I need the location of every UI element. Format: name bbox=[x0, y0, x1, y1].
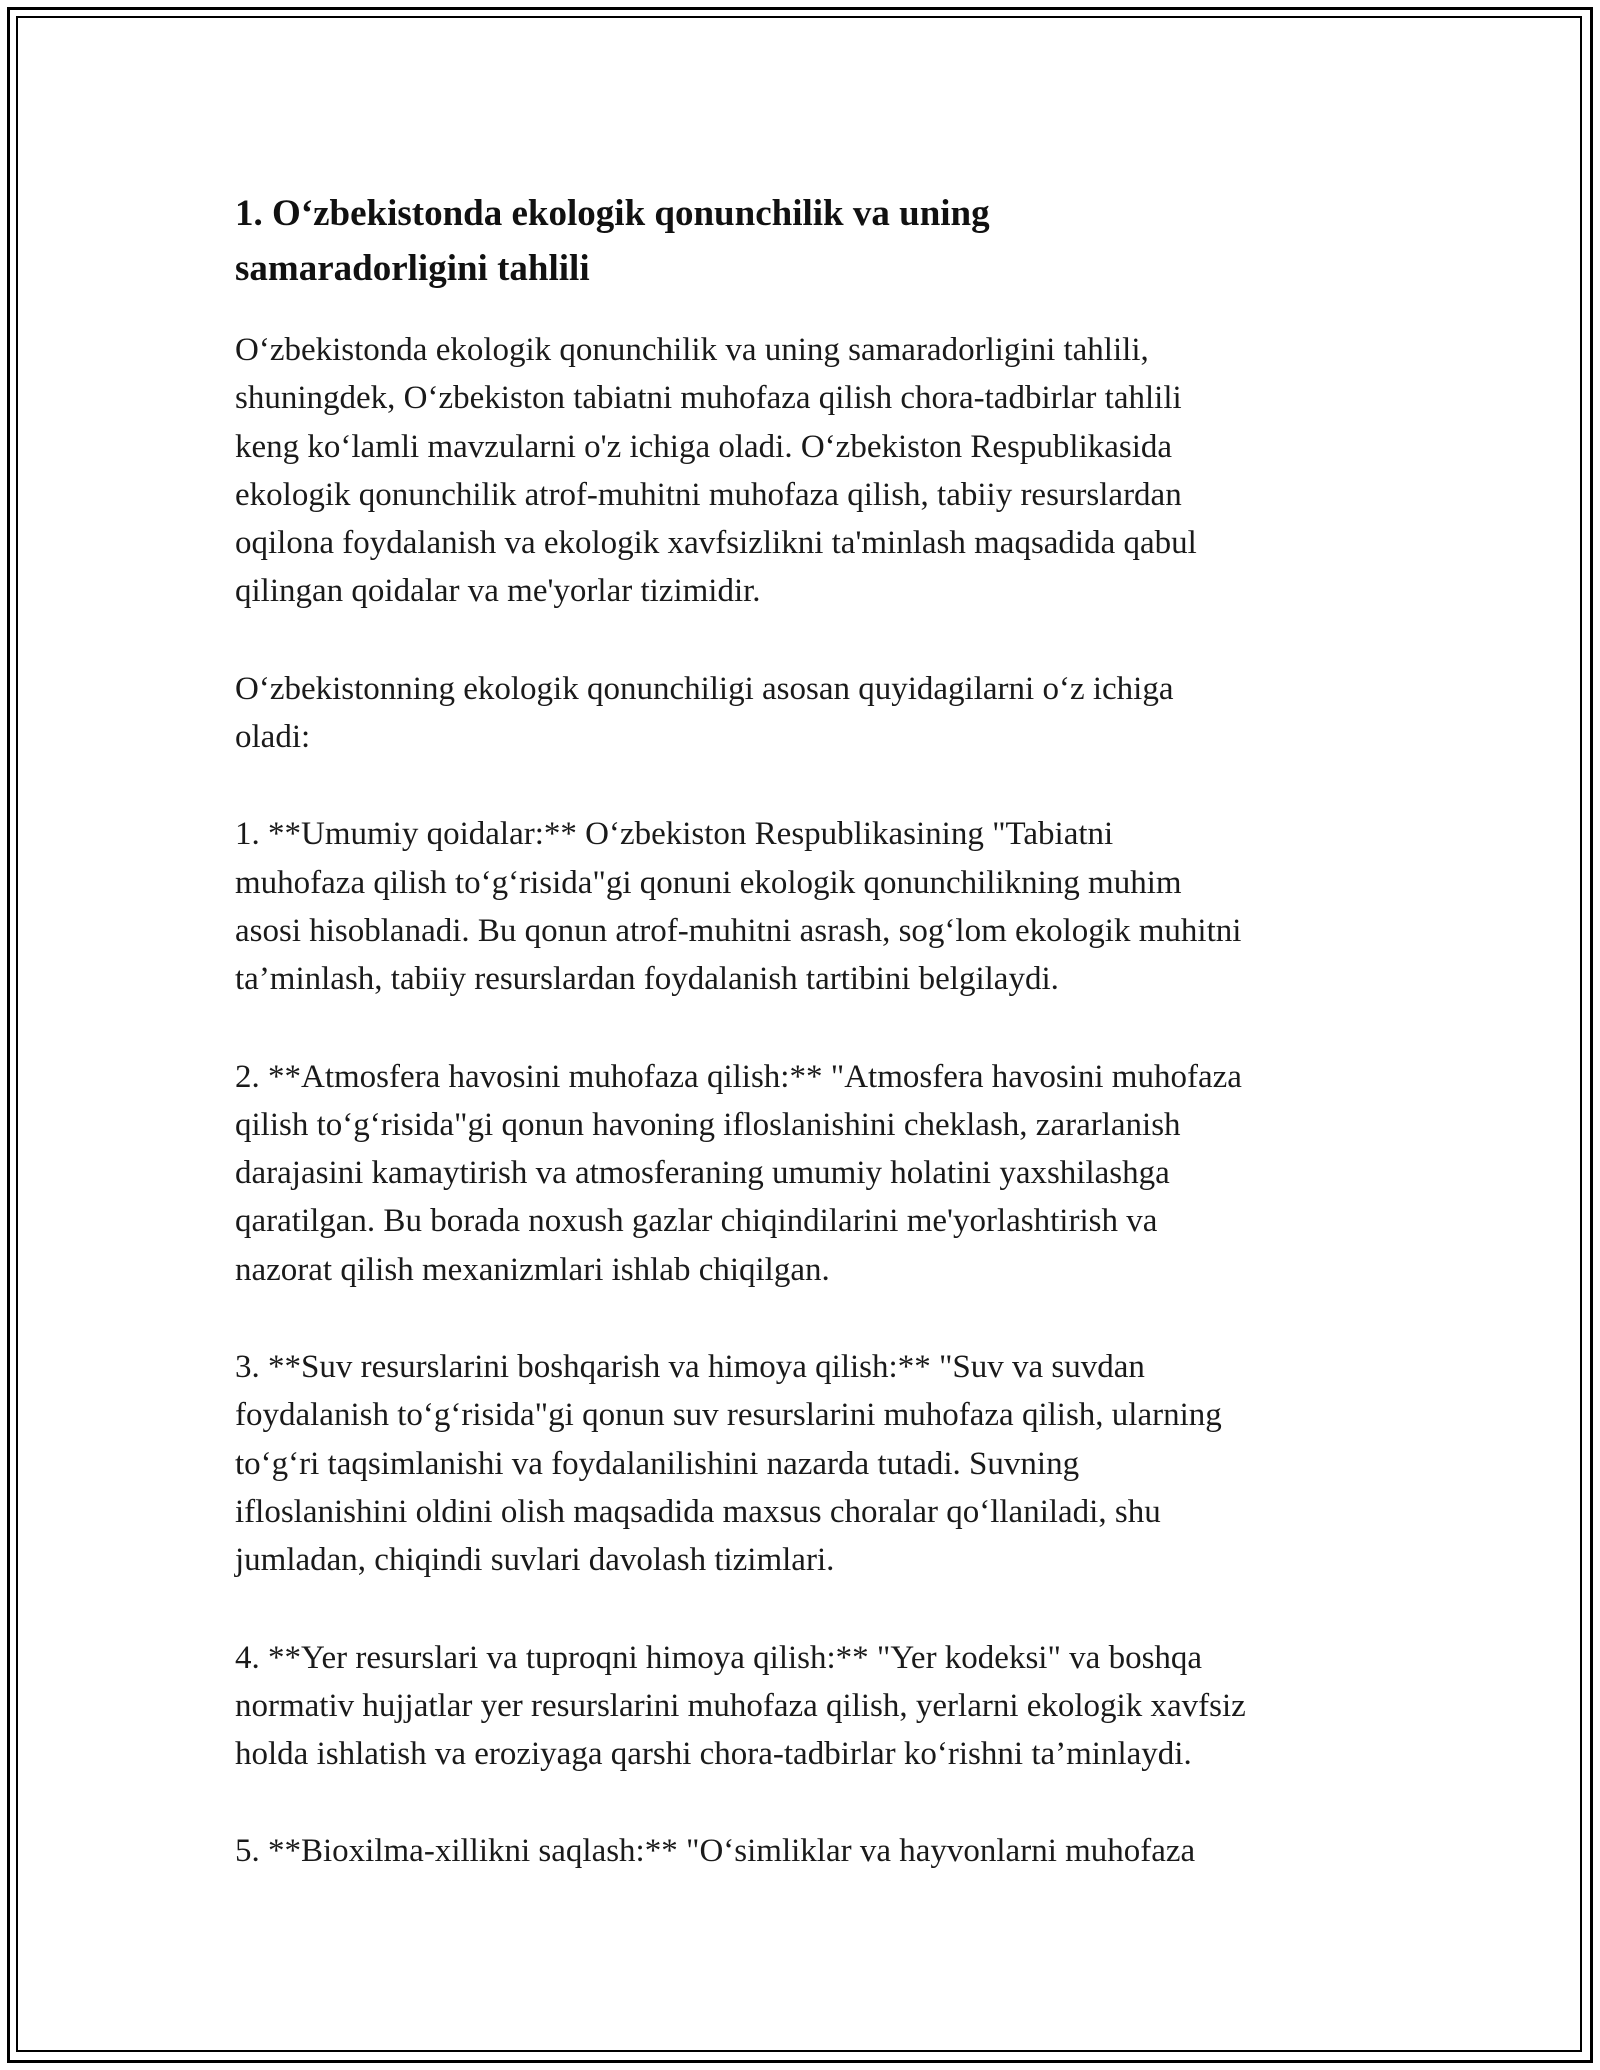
document-page bbox=[235, 186, 1385, 1925]
list-item-land-resources: 4. **Yer resurslari va tuproqni himoya qilish:** "Yer kodeksi" va boshqa normativ hujjatlar yer resurslarini muhofaza qilish, yerlarni ekologik xavfsiz holda ishlatish va eroziyaga qarshi chora-tadbirlar ko‘rishni ta’minlaydi. bbox=[235, 1639, 1246, 1773]
paragraph-intro: O‘zbekistonda ekologik qonunchilik va uning samaradorligini tahlili, shuningdek, O‘zbekiston tabiatni muhofaza qilish chora-tadbirlar tahlili keng ko‘lamli mavzularni o'z ichiga oladi. O‘zbekiston Respublikasida ekologik qonunchilik atrof-muhitni muhofaza qilish, tabiiy resurslardan oqilona foydalanish va ekologik xavfsizlikni ta'minlash maqsadida qabul qilingan qoidalar va me'yorlar tizimidir. bbox=[235, 332, 1197, 610]
list-item-air-protection: 2. **Atmosfera havosini muhofaza qilish:** "Atmosfera havosini muhofaza qilish to‘g‘risida"gi qonun havoning ifloslanishini cheklash, zararlanish darajasini kamaytirish va atmosferaning umumiy holatini yaxshilashga qaratilgan. Bu borada noxush gazlar chiqindilarini me'yorlashtirish va nazorat qilish mexanizmlari ishlab chiqilgan. bbox=[235, 1058, 1242, 1288]
paragraph-list-lead: O‘zbekistonning ekologik qonunchiligi asosan quyidagilarni o‘z ichiga oladi: bbox=[235, 670, 1174, 756]
document-title: 1. O‘zbekistonda ekologik qonunchilik va uning samaradorligini tahlili bbox=[235, 193, 990, 289]
list-item-biodiversity: 5. **Bioxilma-xillikni saqlash:** "O‘simliklar va hayvonlarni muhofaza bbox=[235, 1833, 1196, 1870]
list-item-general-rules: 1. **Umumiy qoidalar:** O‘zbekiston Respublikasining "Tabiatni muhofaza qilish to‘g‘risida"gi qonuni ekologik qonunchilikning muhim asosi hisoblanadi. Bu qonun atrof-muhitni asrash, sog‘lom ekologik muhitni ta’minlash, tabiiy resurslardan foydalanish tartibini belgilaydi. bbox=[235, 816, 1242, 998]
list-item-water-resources: 3. **Suv resurslarini boshqarish va himoya qilish:** "Suv va suvdan foydalanish to‘g‘risida"gi qonun suv resurslarini muhofaza qilish, ularning to‘g‘ri taqsimlanishi va foydalanilishini nazarda tutadi. Suvning ifloslanishini oldini olish maqsadida maxsus choralar qo‘llaniladi, shu jumladan, chiqindi suvlari davolash tizimlari. bbox=[235, 1349, 1222, 1579]
